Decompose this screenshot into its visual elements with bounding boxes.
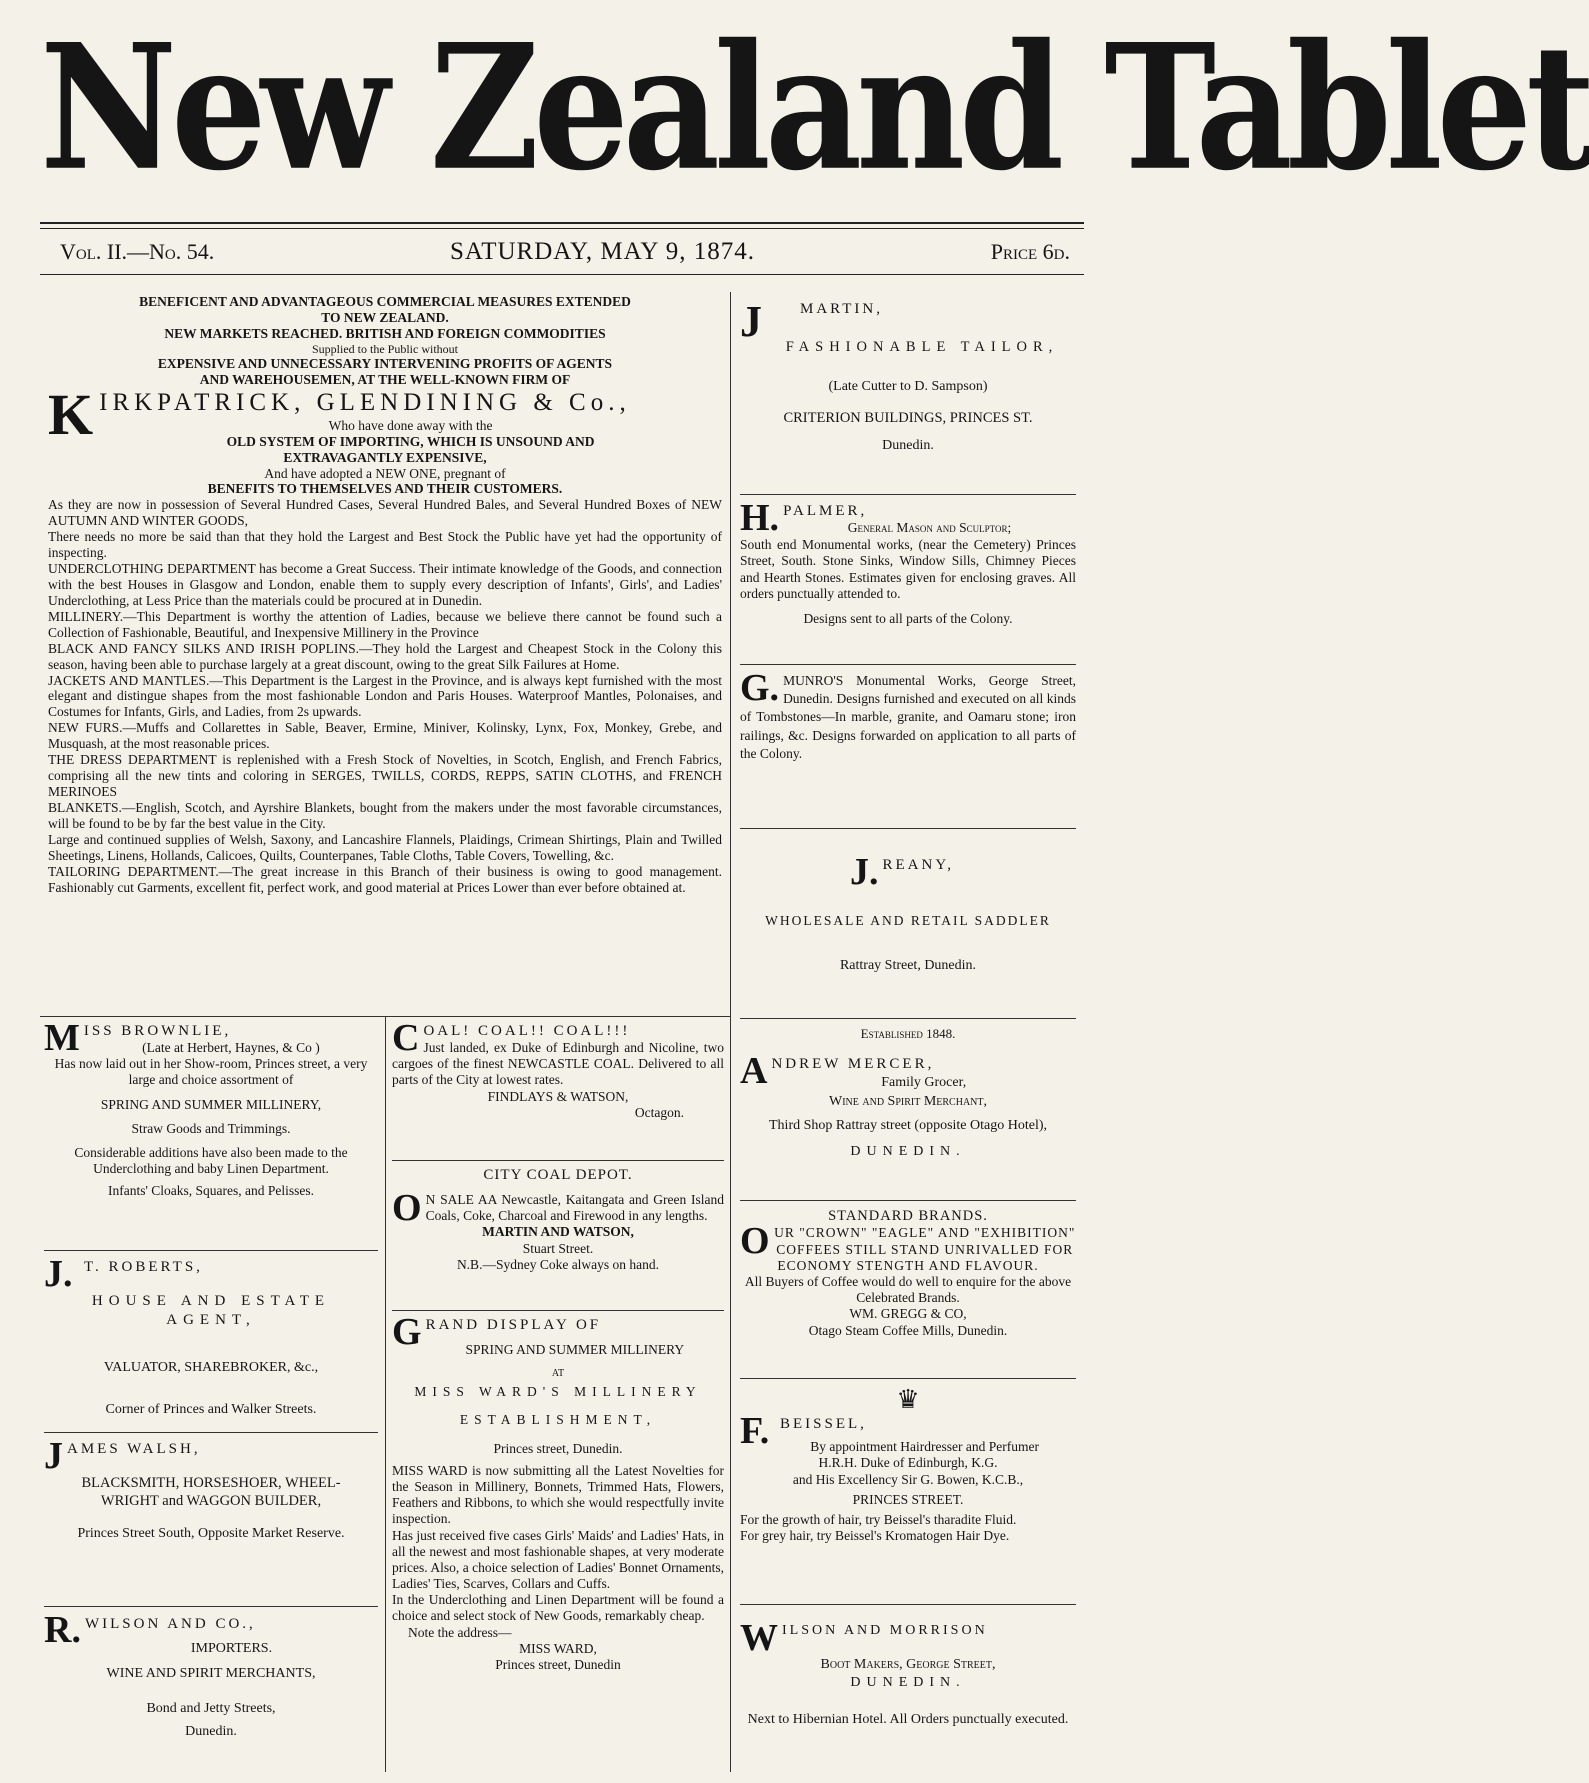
- brownlie-line-6: Infants' Cloaks, Squares, and Pelisses.: [107, 1183, 315, 1199]
- morrison-initial: W: [740, 1617, 778, 1659]
- brownlie-line-3: SPRING AND SUMMER MILLINERY,: [100, 1096, 322, 1112]
- brownlie-initial: M: [44, 1017, 80, 1059]
- city-coal-line-4: N.B.—Sydney Coke always on hand.: [456, 1256, 660, 1272]
- beissel-line-5: For the growth of hair, try Beissel's tharadite Fluid.: [740, 1511, 1017, 1527]
- kp-heading-10: And have adopted a NEW ONE, pregnant of: [264, 465, 506, 481]
- miss-ward-advert: [392, 1311, 724, 1776]
- beissel-line-3: and His Excellency Sir G. Bowen, K.C.B.,: [792, 1471, 1024, 1487]
- gregg-line-2: All Buyers of Coffee would do well to enquire for the above Celebrated Brands.: [744, 1273, 1072, 1306]
- gregg-title: STANDARD BRANDS.: [828, 1208, 988, 1224]
- wilson-co-initial: R.: [44, 1609, 81, 1651]
- city-coal-line-3: Stuart Street.: [522, 1240, 594, 1256]
- kirkpatrick-advert: [48, 294, 722, 1012]
- munro-line-1: MUNRO'S Monumental Works, George Street, Dunedin. Designs furnished and executed on all kinds of Tombstones—In marble, granite, and Oamaru stone; iron railings, &c. Designs forwarded on application to all parts of the Colony.: [740, 673, 1076, 761]
- kp-heading-6: AND WAREHOUSEMEN, AT THE WELL-KNOWN FIRM OF: [199, 371, 571, 387]
- rule-after-roberts: [44, 1432, 378, 1433]
- city-coal-initial: O: [392, 1187, 422, 1229]
- wilson-co-line-3: Bond and Jetty Streets,: [146, 1701, 276, 1717]
- ward-line-10: MISS WARD,: [519, 1640, 597, 1656]
- city-coal-line-2: MARTIN AND WATSON,: [482, 1224, 634, 1240]
- rule-after-reany: [740, 1018, 1076, 1019]
- roberts-name: T. ROBERTS,: [84, 1259, 203, 1275]
- palmer-name: PALMER,: [783, 503, 868, 519]
- kp-heading-4: Supplied to the Public without: [312, 341, 458, 356]
- walsh-name: AMES WALSH,: [67, 1441, 201, 1457]
- city-coal-line-1: N SALE AA Newcastle, Kaitangata and Green Island Coals, Coke, Charcoal and Firewood in any lengths.: [425, 1192, 724, 1224]
- kp-heading-1: BENEFICENT AND ADVANTAGEOUS COMMERCIAL MEASURES EXTENDED: [139, 294, 631, 309]
- ward-line-9: Note the address—: [408, 1624, 512, 1640]
- walsh-line-2: WRIGHT and WAGGON BUILDER,: [100, 1493, 322, 1510]
- mercer-line-4: DUNEDIN.: [850, 1143, 966, 1159]
- brownlie-name: ISS BROWNLIE,: [83, 1023, 232, 1039]
- kp-heading-8: OLD SYSTEM OF IMPORTING, WHICH IS UNSOUND AND: [226, 433, 595, 449]
- gregg-line-4: Otago Steam Coffee Mills, Dunedin.: [808, 1322, 1008, 1338]
- beissel-advert: [740, 1384, 1076, 1596]
- mercer-line-3: Third Shop Rattray street (opposite Otago Hotel),: [769, 1117, 1047, 1133]
- munro-advert: [740, 667, 1076, 822]
- ward-line-1: SPRING AND SUMMER MILLINERY: [465, 1342, 685, 1357]
- brownlie-line-2: Has now laid out in her Show-room, Princes street, a very large and choice assortment of: [54, 1056, 368, 1088]
- roberts-line-2: VALUATOR, SHAREBROKER, &c.,: [103, 1359, 319, 1375]
- ward-line-6: MISS WARD is now submitting all the Latest Novelties for the Season in Millinery, Bonnets, Trimmed Hats, Flowers, Feathers and Ribbons, to which she would respectfully invite inspection.: [392, 1462, 724, 1527]
- kp-initial: K: [48, 381, 94, 447]
- beissel-line-6: For grey hair, try Beissel's Kromatogen Hair Dye.: [740, 1528, 1010, 1544]
- mercer-advert: [740, 1026, 1076, 1196]
- martin-name: MARTIN,: [800, 301, 884, 317]
- ward-line-11: Princes street, Dunedin: [495, 1657, 621, 1672]
- mercer-name: NDREW MERCER,: [771, 1055, 935, 1072]
- kp-para-9: BLANKETS.—English, Scotch, and Ayrshire Blankets, bought from the makers under the most favorable circumstances, will be found to be by far the best value in the City.: [48, 799, 722, 831]
- kp-para-7: NEW FURS.—Muffs and Collarettes in Sable, Beaver, Ermine, Miniver, Kolinsky, Lynx, Fox, Monkey, Grebe, and Musquash, at the most reasonable prices.: [48, 720, 722, 752]
- rule-after-martin: [740, 494, 1076, 495]
- kp-bottom-rule: [40, 1016, 730, 1017]
- kp-heading-5: EXPENSIVE AND UNNECESSARY INTERVENING PROFITS OF AGENTS: [157, 355, 613, 371]
- gregg-line-3: WM. GREGG & CO,: [849, 1306, 967, 1322]
- kp-heading-7: Who have done away with the: [328, 417, 493, 433]
- brownlie-line-5: Considerable additions have also been made to the Underclothing and baby Linen Department.: [74, 1144, 348, 1177]
- rule-after-brownlie: [44, 1250, 378, 1251]
- coal-advert: [392, 1017, 724, 1154]
- ward-line-4: ESTABLISHMENT,: [459, 1412, 657, 1428]
- coal-name: OAL! COAL!! COAL!!!: [423, 1023, 631, 1039]
- reany-line-2: Rattray Street, Dunedin.: [839, 958, 977, 974]
- dateline-rule: [40, 274, 1084, 275]
- reany-line-1: WHOLESALE AND RETAIL SADDLER: [765, 912, 1051, 928]
- gregg-initial: O: [740, 1220, 770, 1263]
- palmer-line-1: General Mason and Sculptor;: [847, 520, 1012, 536]
- city-coal-title: CITY COAL DEPOT.: [483, 1167, 633, 1183]
- kp-firm-name: IRKPATRICK, GLENDINING & Co.,: [99, 388, 631, 416]
- walsh-initial: J: [44, 1435, 63, 1477]
- ward-initial: G: [392, 1311, 422, 1353]
- reany-advert: [740, 836, 1076, 1016]
- kp-para-1: As they are now in possession of Several Hundred Cases, Several Hundred Bales, and Several Hundred Boxes of NEW AUTUMN AND WINTER GOODS,: [48, 497, 722, 529]
- wilson-co-line-2: WINE AND SPIRIT MERCHANTS,: [106, 1666, 316, 1682]
- kp-para-10: Large and continued supplies of Welsh, Saxony, and Lancashire Flannels, Plaidings, Crimean Shirtings, Plain and Twilled Sheetings, Linens, Hollands, Calicoes, Quilts, Counterpanes, Table Cloths, Table Covers, Towelling, &c.: [48, 831, 722, 863]
- kp-para-8: THE DRESS DEPARTMENT is replenished with a Fresh Stock of Novelties, in Scotch, English, and French Fabrics, comprising all the new tints and coloring in SERGES, TWILLS, CORDS, REPPS, SATIN CLOTHS, and FRENCH MERINOES: [48, 752, 722, 799]
- kp-para-4: MILLINERY.—This Department is worthy the attention of Ladies, because we believe there cannot be found such a Collection of Fashionable, Beautiful, and Inexpensive Millinery in the Province: [48, 608, 722, 640]
- coal-line-2: FINDLAYS & WATSON,: [487, 1088, 629, 1104]
- rule-after-munro: [740, 828, 1076, 829]
- coal-line-1: Just landed, ex Duke of Edinburgh and Nicoline, two cargoes of the finest NEWCASTLE COAL. Delivered to all parts of the City at lowest rates.: [392, 1040, 724, 1088]
- rule-after-walsh: [44, 1606, 378, 1607]
- wilson-co-line-1: IMPORTERS.: [190, 1641, 273, 1657]
- kp-heading-11: BENEFITS TO THEMSELVES AND THEIR CUSTOMERS.: [207, 481, 563, 497]
- brownlie-line-1: (Late at Herbert, Haynes, & Co ): [142, 1040, 320, 1055]
- wilson-co-line-4: Dunedin.: [185, 1723, 237, 1739]
- masthead-rule-thin: [40, 228, 1084, 229]
- issue-price: Price 6d.: [990, 239, 1070, 264]
- martin-line-2: (Late Cutter to D. Sampson): [828, 379, 988, 395]
- martin-initial: J: [740, 297, 762, 346]
- wilson-co-advert: [44, 1609, 378, 1776]
- mercer-line-2: Wine and Spirit Merchant,: [829, 1093, 987, 1109]
- wilson-co-name: WILSON AND CO.,: [84, 1616, 256, 1632]
- masthead-rule: [40, 222, 1084, 224]
- kp-para-3: UNDERCLOTHING DEPARTMENT has become a Great Success. Their intimate knowledge of the Goods, and connection with the best Houses in Glasgow and London, enable them to supply every description of Infants', Girls', and Ladies' Underclothing, at Less Price than the materials could be procured at in Dunedin.: [48, 561, 722, 608]
- reany-initial: J.: [850, 851, 879, 893]
- city-coal-advert: [392, 1166, 724, 1304]
- mercer-initial: A: [740, 1049, 768, 1092]
- mercer-established: Established 1848.: [860, 1026, 956, 1041]
- walsh-advert: [44, 1435, 378, 1600]
- martin-line-4: Dunedin.: [882, 438, 934, 454]
- morrison-name: ILSON AND MORRISON: [782, 1623, 988, 1638]
- morrison-line-2: DUNEDIN.: [850, 1675, 966, 1691]
- morrison-line-1: Boot Makers, George Street,: [820, 1657, 996, 1673]
- palmer-line-2: South end Monumental works, (near the Cemetery) Princes Street, South. Stone Sinks, Window Sills, Chimney Pieces and Hearth Stones. Estimates given for enclosing graves. All orders punctually attended to.: [740, 536, 1076, 602]
- rule-after-gregg: [740, 1378, 1076, 1379]
- mercer-line-1: Family Grocer,: [881, 1075, 967, 1091]
- martin-advert: [740, 294, 1076, 484]
- roberts-line-3: Corner of Princes and Walker Streets.: [105, 1401, 317, 1417]
- morrison-line-3: Next to Hibernian Hotel. All Orders punctually executed.: [747, 1711, 1069, 1727]
- dateline: [60, 238, 1070, 266]
- column-rule-right: [730, 292, 731, 1772]
- palmer-advert: [740, 497, 1076, 656]
- walsh-line-1: BLACKSMITH, HORSESHOER, WHEEL-: [81, 1474, 341, 1491]
- rule-after-beissel: [740, 1604, 1076, 1605]
- ward-line-5: Princes street, Dunedin.: [493, 1440, 623, 1456]
- royal-crest-icon: ♛: [896, 1385, 920, 1414]
- issue-date: SATURDAY, MAY 9, 1874.: [450, 238, 755, 265]
- martin-line-1: FASHIONABLE TAILOR,: [785, 338, 1059, 355]
- wilson-morrison-advert: [740, 1612, 1076, 1776]
- beissel-line-1: By appointment Hairdresser and Perfumer: [810, 1439, 1039, 1455]
- rule-after-mercer: [740, 1200, 1076, 1201]
- ward-name: RAND DISPLAY OF: [425, 1317, 602, 1333]
- gregg-advert: [740, 1208, 1076, 1372]
- beissel-initial: F.: [740, 1410, 770, 1453]
- palmer-initial: H.: [740, 497, 780, 539]
- coal-initial: C: [392, 1017, 420, 1059]
- coal-line-3: Octagon.: [634, 1104, 684, 1120]
- munro-initial: G.: [740, 667, 780, 709]
- roberts-initial: J.: [44, 1253, 73, 1295]
- reany-name: REANY,: [882, 857, 954, 873]
- beissel-line-2: H.R.H. Duke of Edinburgh, K.G.: [818, 1455, 998, 1471]
- kp-heading-2: TO NEW ZEALAND.: [321, 309, 449, 325]
- brownlie-line-4: Straw Goods and Trimmings.: [131, 1120, 291, 1136]
- gregg-line-1: UR "CROWN" "EAGLE" AND "EXHIBITION" COFFEES STILL STAND UNRIVALLED FOR ECONOMY STENGTH AND FLAVOUR.: [774, 1225, 1076, 1273]
- kp-para-11: TAILORING DEPARTMENT.—The great increase in this Branch of their business is owing to good management. Fashionably cut Garments, excellent fit, perfect work, and good material at Prices Lower than ever before obtained at.: [48, 863, 722, 895]
- martin-line-3: CRITERION BUILDINGS, PRINCES ST.: [783, 409, 1033, 426]
- ward-line-2: AT: [551, 1368, 565, 1380]
- column-rule-left: [385, 1016, 386, 1772]
- rule-after-palmer: [740, 664, 1076, 665]
- ward-line-3: MISS WARD'S MILLINERY: [414, 1384, 702, 1400]
- roberts-advert: [44, 1253, 378, 1428]
- kp-para-5: BLACK AND FANCY SILKS AND IRISH POPLINS.—They hold the Largest and Cheapest Stock in the Colony this season, having been able to purchase largely at a great discount, owing to the great Silk Failures at Home.: [48, 640, 722, 672]
- palmer-line-3: Designs sent to all parts of the Colony.: [803, 610, 1013, 626]
- roberts-line-1: HOUSE AND ESTATE AGENT,: [91, 1292, 331, 1328]
- masthead: New Zealand Tablet: [40, 6, 1589, 210]
- rule-after-city-coal: [392, 1310, 724, 1311]
- beissel-line-4: PRINCES STREET.: [852, 1491, 964, 1507]
- beissel-name: BEISSEL,: [780, 1416, 867, 1433]
- kp-para-2: There needs no more be said than that they hold the Largest and Best Stock the Public have yet had the opportunity of inspecting.: [48, 529, 722, 561]
- brownlie-advert: [44, 1017, 378, 1242]
- kp-heading-9: EXTRAVAGANTLY EXPENSIVE,: [283, 449, 487, 465]
- rule-after-coal: [392, 1160, 724, 1161]
- kp-para-6: JACKETS AND MANTLES.—This Department is the Largest in the Province, and is always kept furnished with the most elegant and distingue shapes from the most fashionable London and Paris Houses. Waterproof Mantles, Polonaises, and Costumes for Infants, Girls, and Ladies, from 2s upwards.: [48, 672, 722, 720]
- ward-line-8: In the Underclothing and Linen Department will be found a choice and select stock of New Goods, remarkably cheap.: [392, 1592, 724, 1624]
- volume-number: Vol. II.—No. 54.: [60, 239, 215, 264]
- ward-line-7: Has just received five cases Girls' Maids' and Ladies' Hats, in all the newest and most fashionable shapes, at very moderate prices. Also, a choice selection of Ladies' Bonnet Ornaments, Ladies' Ties, Scarves, Collars and Cuffs.: [392, 1527, 724, 1592]
- walsh-line-3: Princes Street South, Opposite Market Reserve.: [77, 1526, 345, 1542]
- kp-heading-3: NEW MARKETS REACHED. BRITISH AND FOREIGN COMMODITIES: [164, 325, 606, 341]
